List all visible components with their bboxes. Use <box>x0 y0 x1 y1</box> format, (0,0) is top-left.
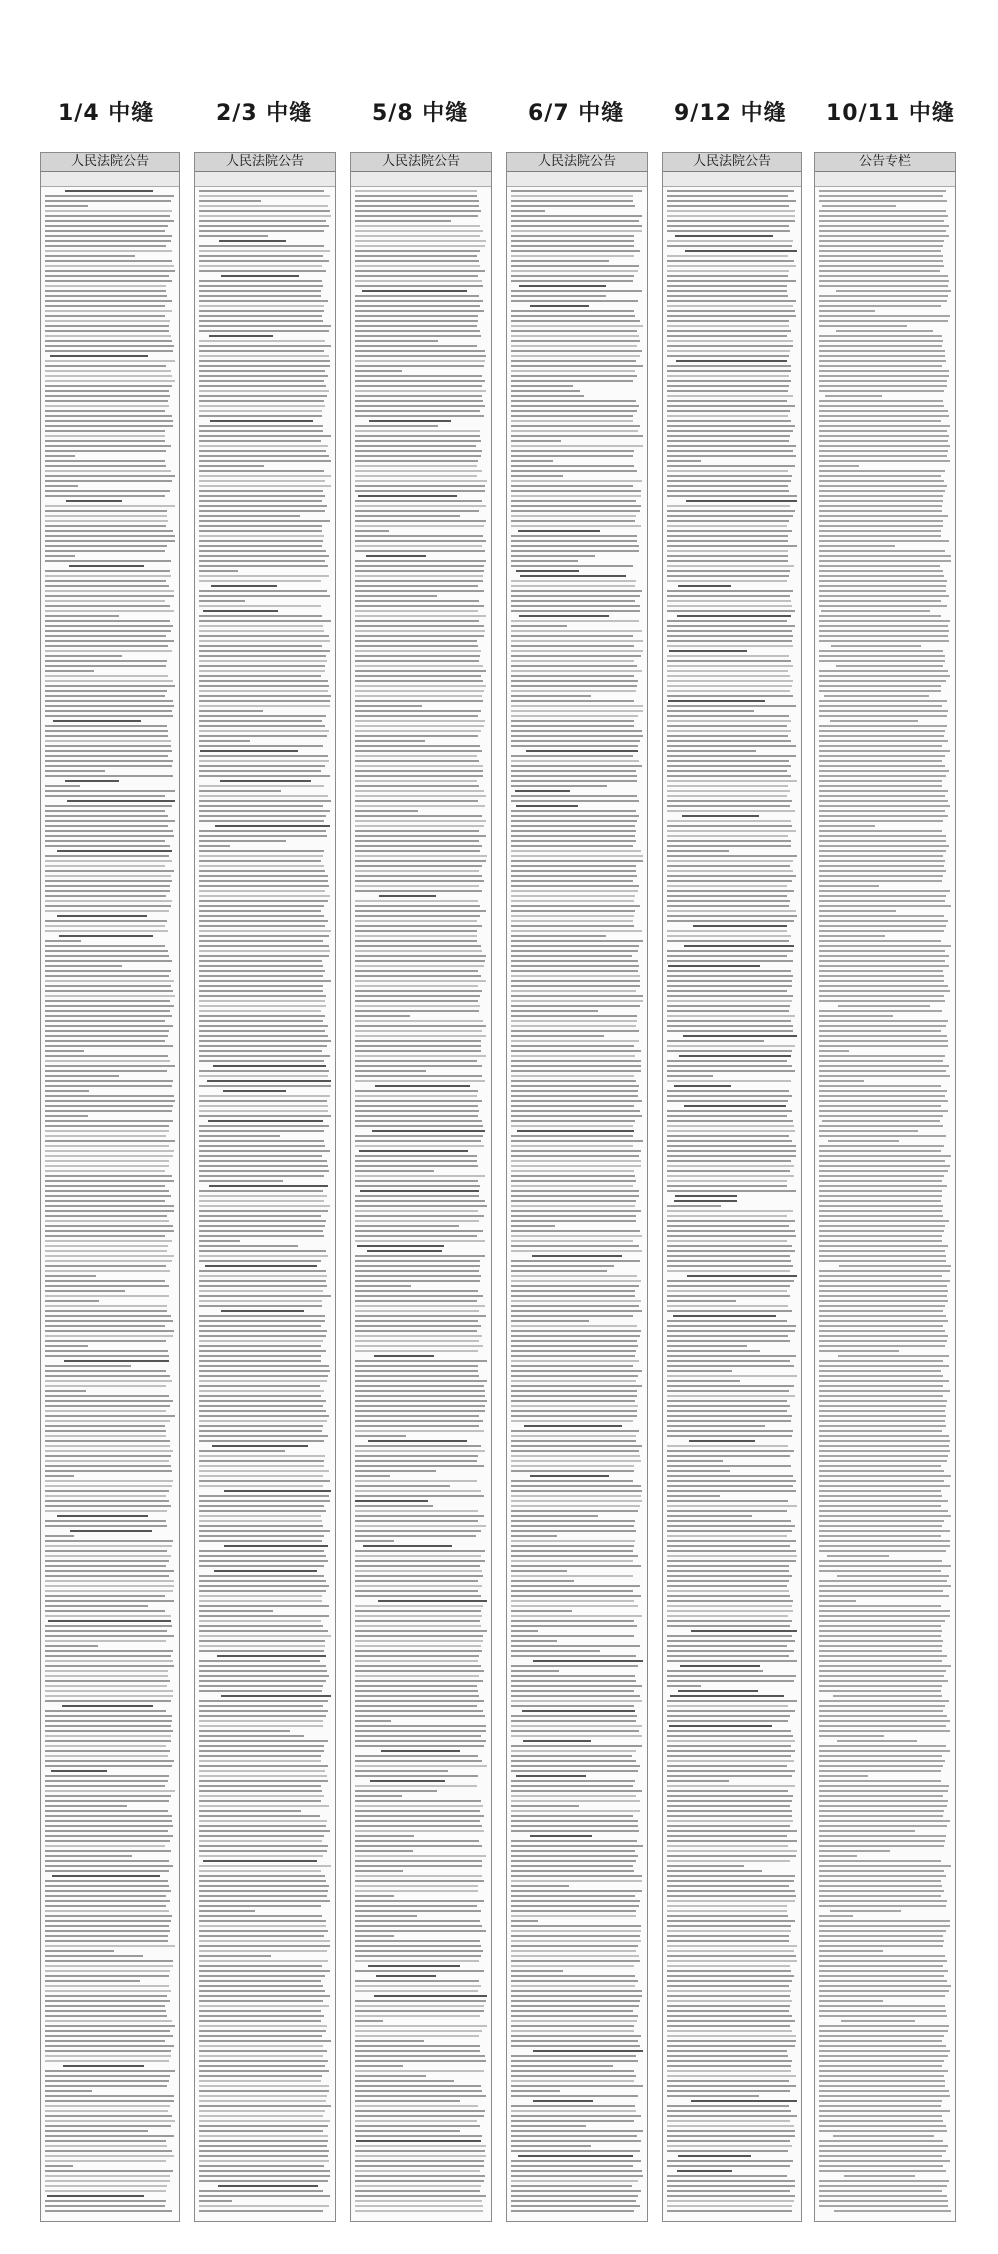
notice-column-6 <box>814 152 956 2222</box>
fold-label-4: 6/7 中缝 <box>528 101 625 126</box>
column-text-block-6 <box>819 187 951 2217</box>
column-header-2: 人民法院公告 <box>195 153 335 172</box>
fold-label-5: 9/12 中缝 <box>674 101 787 126</box>
column-header-4: 人民法院公告 <box>507 153 647 172</box>
notice-column-3 <box>350 152 492 2222</box>
column-text-block-3 <box>355 187 487 2217</box>
fold-label-3: 5/8 中缝 <box>372 101 469 126</box>
column-text-block-5 <box>667 187 797 2217</box>
fold-label-1: 1/4 中缝 <box>58 101 155 126</box>
column-text-block-2 <box>199 187 331 2217</box>
column-header-1: 人民法院公告 <box>41 153 179 172</box>
column-header-6: 公告专栏 <box>815 153 955 172</box>
column-text-block-1 <box>45 187 175 2217</box>
notice-column-4 <box>506 152 648 2222</box>
fold-label-2: 2/3 中缝 <box>216 101 313 126</box>
fold-label-6: 10/11 中缝 <box>826 101 955 126</box>
column-header-5: 人民法院公告 <box>663 153 801 172</box>
column-header-3: 人民法院公告 <box>351 153 491 172</box>
column-text-block-4 <box>511 187 643 2217</box>
notice-column-2 <box>194 152 336 2222</box>
notice-column-1 <box>40 152 180 2222</box>
notice-column-5 <box>662 152 802 2222</box>
